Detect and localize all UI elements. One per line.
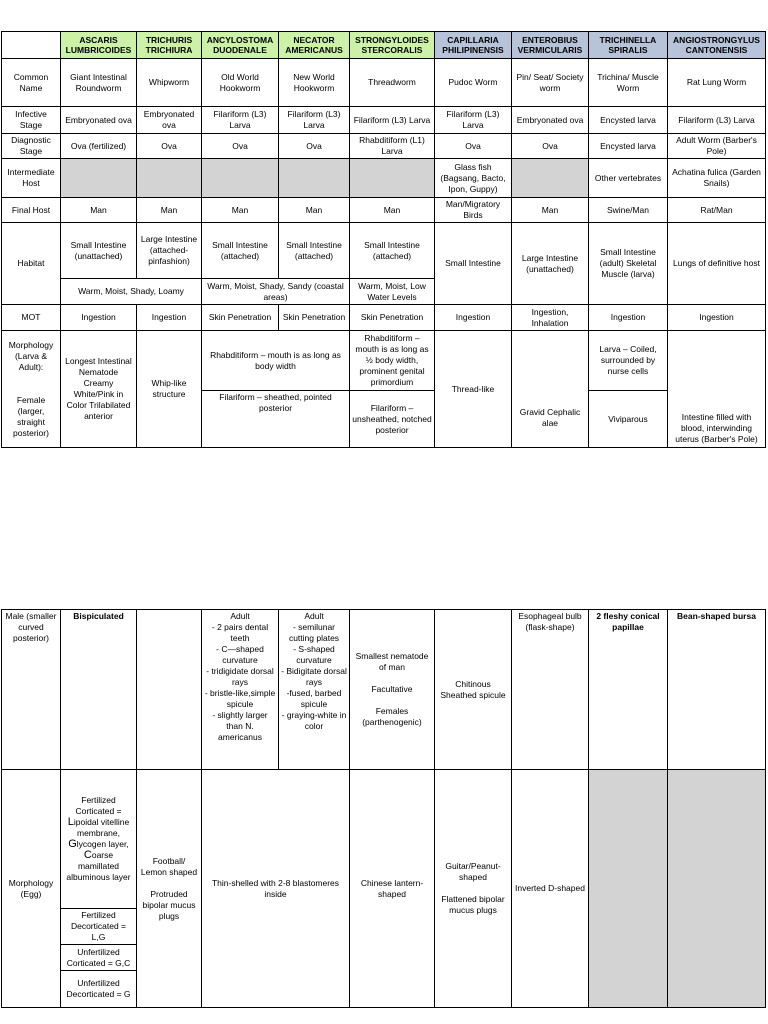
cell: Large Intestine (unattached) <box>512 223 589 305</box>
cell: Man <box>279 198 350 223</box>
row-intermediate-host <box>2 159 766 198</box>
cell: Embryonated ova <box>137 107 202 134</box>
header-trichuris: TRICHURIS TRICHIURA <box>137 32 202 59</box>
cell: Trichina/ Muscle Worm <box>589 59 668 107</box>
row-common-name <box>2 59 766 107</box>
row-final-host <box>2 198 766 223</box>
cell: Man <box>512 198 589 223</box>
row-male <box>2 610 766 770</box>
label-egg: Morphology (Egg) <box>2 770 61 1008</box>
cell: Ingestion <box>589 305 668 331</box>
cell: Ova (fertilized) <box>61 134 137 159</box>
cell: Swine/Man <box>589 198 668 223</box>
cell-fertilized-corticated <box>61 770 137 909</box>
cell: Adult - 2 pairs dental teeth - C—shaped curvature - tridigidate dorsal rays - bristle-like,simple spicule - slightly larger than N. americanus <box>202 610 279 770</box>
egg-fc-l2: ipoidal vitelline membrane, <box>73 817 130 838</box>
row-egg-a <box>2 770 766 909</box>
cell: Filariform – unsheathed, notched posterior <box>350 391 435 448</box>
egg-fc-c2: oarse mamillated albuminous layer <box>66 850 131 882</box>
cell: Skin Penetration <box>350 305 435 331</box>
cell: Small Intestine <box>435 223 512 305</box>
cell: Unfertilized Decorticated = G <box>61 971 137 1008</box>
parasite-table-bottom <box>1 609 766 1008</box>
label-diagnostic-stage: Diagnostic Stage <box>2 134 61 159</box>
cell: Small Intestine (attached) <box>202 223 279 279</box>
label-morphology: Morphology (Larva & Adult): Female (larger, straight posterior) <box>2 331 61 448</box>
cell: Ova <box>512 134 589 159</box>
cell: Bispiculated <box>61 610 137 770</box>
cell: Larva – Coiled, surrounded by nurse cells <box>589 331 668 391</box>
label-intermediate-host: Intermediate Host <box>2 159 61 198</box>
cell: Glass fish (Bagsang, Bacto, Ipon, Guppy) <box>435 159 512 198</box>
cell: Filariform (L3) Larva <box>668 107 766 134</box>
header-ancylostoma: ANCYLOSTOMA DUODENALE <box>202 32 279 59</box>
empty-cell <box>61 159 137 198</box>
cell: Large Intestine (attached-pinfashion) <box>137 223 202 279</box>
label-common-name: Common Name <box>2 59 61 107</box>
empty-cell <box>350 159 435 198</box>
cell: Threadworm <box>350 59 435 107</box>
soil-cell: Warm, Moist, Shady, Loamy <box>61 279 202 305</box>
header-capillaria: CAPILLARIA PHILIPINENSIS <box>435 32 512 59</box>
cell: Chinese lantern-shaped <box>350 770 435 1008</box>
row-diagnostic-stage <box>2 134 766 159</box>
cell: Rhabditiform (L1) Larva <box>350 134 435 159</box>
cell: Man/Migratory Birds <box>435 198 512 223</box>
cell: Small Intestine (attached) <box>279 223 350 279</box>
cell: Longest Intestinal Nematode Creamy White/Pink in Color Trilabilated anterior <box>61 331 137 448</box>
cell: Adult - semilunar cutting plates - S-shaped curvature - Bidigitate dorsal rays -fused, barbed spicule - graying-white in color <box>279 610 350 770</box>
cell: Thin-shelled with 2-8 blastomeres inside <box>202 770 350 1008</box>
cell: Small Intestine (adult) Skeletal Muscle (larva) <box>589 223 668 305</box>
cell: Ingestion <box>61 305 137 331</box>
cell: Filariform (L3) Larva <box>435 107 512 134</box>
cell: Adult Worm (Barber's Pole) <box>668 134 766 159</box>
cell: Ingestion <box>435 305 512 331</box>
cell: Rat Lung Worm <box>668 59 766 107</box>
empty-cell <box>589 770 668 1008</box>
cell: Small Intestine (attached) <box>350 223 435 279</box>
cell: Man <box>202 198 279 223</box>
cell: Ingestion <box>137 305 202 331</box>
cell: Smallest nematode of man Facultative Females (parthenogenic) <box>350 610 435 770</box>
cell: Achatina fulica (Garden Snails) <box>668 159 766 198</box>
cell: Encysted larva <box>589 134 668 159</box>
cell: Skin Penetration <box>279 305 350 331</box>
header-enterobius: ENTEROBIUS VERMICULARIS <box>512 32 589 59</box>
cell: Man <box>137 198 202 223</box>
egg-fc-c: C <box>83 849 92 861</box>
label-mot: MOT <box>2 305 61 331</box>
cell: Old World Hookworm <box>202 59 279 107</box>
label-final-host: Final Host <box>2 198 61 223</box>
cell: Embryonated ova <box>512 107 589 134</box>
cell: Filariform (L3) Larva <box>279 107 350 134</box>
cell: Intestine filled with blood, interwinding uterus (Barber's Pole) <box>668 331 766 448</box>
label-habitat: Habitat <box>2 223 61 305</box>
cell: Thread-like <box>435 331 512 448</box>
row-mot <box>2 305 766 331</box>
cell: Ingestion <box>668 305 766 331</box>
cell: Filariform (L3) Larva <box>202 107 279 134</box>
cell: Filariform – sheathed, pointed posterior <box>202 391 350 448</box>
cell: Other vertebrates <box>589 159 668 198</box>
cell: Ova <box>279 134 350 159</box>
label-infective-stage: Infective Stage <box>2 107 61 134</box>
soil-cell: Warm, Moist, Shady, Sandy (coastal areas) <box>202 279 350 305</box>
cell: Rhabditiform – mouth is as long as ½ body width, prominent genital primordium <box>350 331 435 391</box>
header-strongyloides: STRONGYLOIDES STERCORALIS <box>350 32 435 59</box>
cell: Inverted D-shaped <box>512 770 589 1008</box>
cell: Rat/Man <box>668 198 766 223</box>
egg-fc-g2: lycogen layer, <box>76 839 129 849</box>
cell: Man <box>61 198 137 223</box>
cell: Ova <box>202 134 279 159</box>
egg-fc-l: L <box>67 816 74 828</box>
egg-fc-g: G <box>68 838 77 850</box>
cell: Rhabditiform – mouth is as long as body width <box>202 331 350 391</box>
cell: Bean-shaped bursa <box>668 610 766 770</box>
row-habitat <box>2 223 766 279</box>
cell: Esophageal bulb (flask-shape) <box>512 610 589 770</box>
cell: Fertilized Decorticated = L,G <box>61 909 137 945</box>
empty-cell <box>279 159 350 198</box>
cell: Whip-like structure <box>137 331 202 448</box>
cell: Ingestion, Inhalation <box>512 305 589 331</box>
cell: Chitinous Sheathed spicule <box>435 610 512 770</box>
label-male: Male (smaller curved posterior) <box>2 610 61 770</box>
corner-cell <box>2 32 61 59</box>
egg-fc-title: Fertilized Corticated = <box>75 795 122 816</box>
empty-cell <box>137 610 202 770</box>
cell: Viviparous <box>589 391 668 448</box>
cell: Encysted larva <box>589 107 668 134</box>
cell: New World Hookworm <box>279 59 350 107</box>
cell: Guitar/Peanut-shaped Flattened bipolar mucus plugs <box>435 770 512 1008</box>
soil-cell: Warm, Moist, Low Water Levels <box>350 279 435 305</box>
cell: Pudoc Worm <box>435 59 512 107</box>
cell: 2 fleshy conical papillae <box>589 610 668 770</box>
cell: Filariform (L3) Larva <box>350 107 435 134</box>
cell: Gravid Cephalic alae <box>512 331 589 448</box>
parasite-table-top <box>1 31 766 448</box>
header-necator: NECATOR AMERICANUS <box>279 32 350 59</box>
cell: Skin Penetration <box>202 305 279 331</box>
row-infective-stage <box>2 107 766 134</box>
cell: Pin/ Seat/ Society worm <box>512 59 589 107</box>
row-morphology-a <box>2 331 766 391</box>
header-ascaris: ASCARIS LUMBRICOIDES <box>61 32 137 59</box>
header-trichinella: TRICHINELLA SPIRALIS <box>589 32 668 59</box>
cell: Whipworm <box>137 59 202 107</box>
header-row <box>2 32 766 59</box>
empty-cell <box>668 770 766 1008</box>
cell: Giant Intestinal Roundworm <box>61 59 137 107</box>
header-angiostrongylus: ANGIOSTRONGYLUS CANTONENSIS <box>668 32 766 59</box>
cell: Man <box>350 198 435 223</box>
cell: Small Intestine (unattached) <box>61 223 137 279</box>
empty-cell <box>512 159 589 198</box>
cell: Unfertilized Corticated = G,C <box>61 945 137 971</box>
empty-cell <box>137 159 202 198</box>
cell: Football/ Lemon shaped Protruded bipolar mucus plugs <box>137 770 202 1008</box>
cell: Ova <box>435 134 512 159</box>
cell: Ova <box>137 134 202 159</box>
empty-cell <box>202 159 279 198</box>
cell: Embryonated ova <box>61 107 137 134</box>
cell: Lungs of definitive host <box>668 223 766 305</box>
